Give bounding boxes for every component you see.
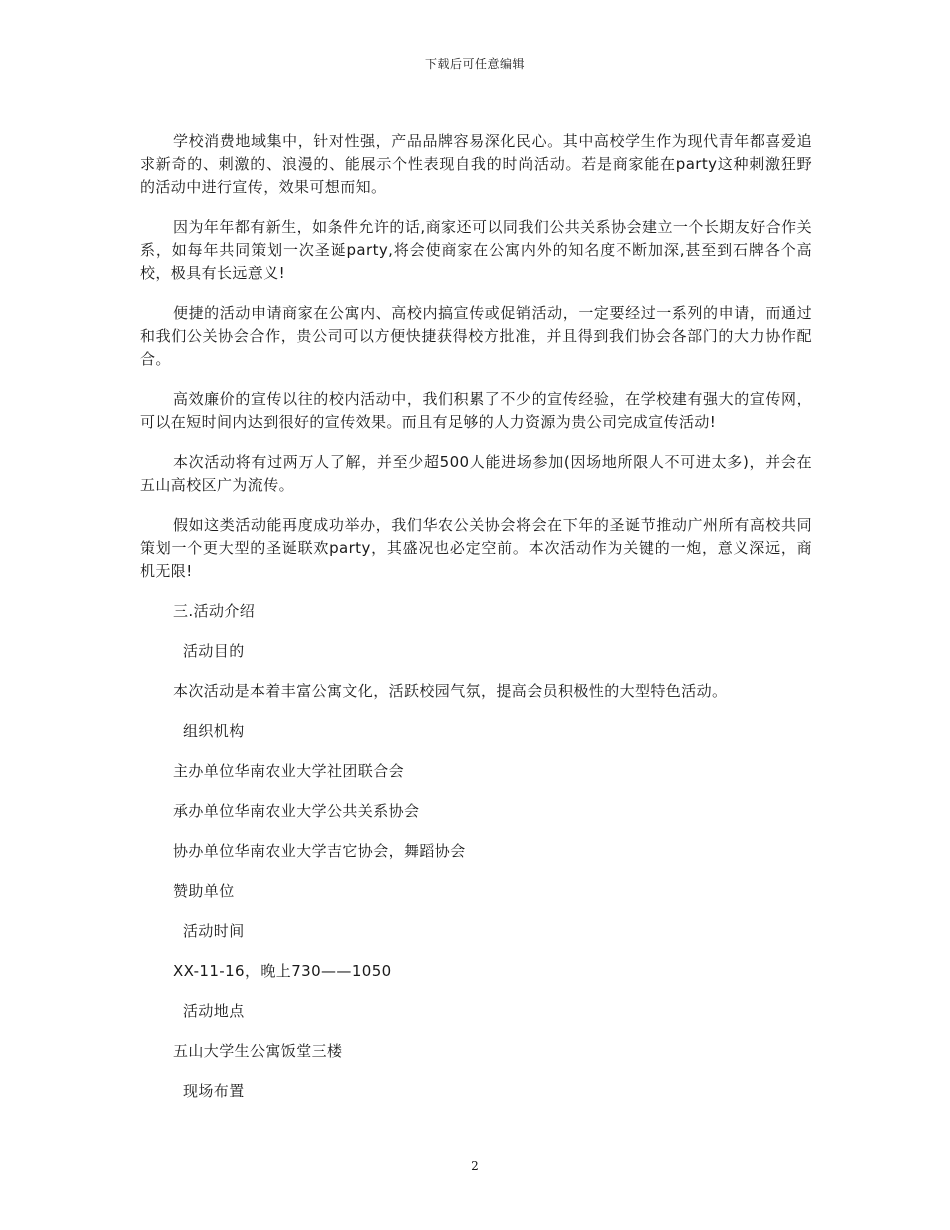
time-label: 活动时间 [183, 922, 245, 940]
co-organizer-unit: 协办单位华南农业大学吉它协会，舞蹈协会 [173, 842, 466, 860]
sponsor-unit: 赞助单位 [173, 882, 235, 900]
paragraph-future-outlook: 假如这类活动能再度成功举办，我们华农公关协会将会在下年的圣诞节推动广州所有高校共同策划一个更大型的圣诞联欢party，其盛况也必定空前。本次活动作为关键的一炮，意义深远，商机无限! [140, 516, 812, 580]
document-body [140, 130, 812, 1103]
paragraph-campus-market: 学校消费地域集中，针对性强，产品品牌容易深化民心。其中高校学生作为现代青年都喜爱追求新奇的、刺激的、浪漫的、能展示个性表现自我的时尚活动。若是商家能在party这种刺激狂野的活动中进行宣传，效果可想而知。 [140, 132, 812, 196]
layout-label: 现场布置 [183, 1082, 245, 1100]
page-number: 2 [471, 1159, 479, 1173]
section-heading: 三.活动介绍 [173, 602, 256, 620]
organizer-unit: 承办单位华南农业大学公共关系协会 [173, 802, 420, 820]
page-header: 下载后可任意编辑 [424, 57, 525, 71]
paragraph-audience-reach: 本次活动将有过两万人了解，并至少超500人能进场参加(因场地所限人不可进太多)，并会在五山高校区广为流传。 [140, 453, 812, 494]
place-label: 活动地点 [183, 1002, 245, 1020]
purpose-label: 活动目的 [183, 642, 245, 660]
purpose-text: 本次活动是本着丰富公寓文化，活跃校园气氛，提高会员积极性的大型特色活动。 [173, 682, 728, 700]
paragraph-long-term-cooperation: 因为年年都有新生，如条件允许的话,商家还可以同我们公共关系协会建立一个长期友好合作关系，如每年共同策划一次圣诞party,将会使商家在公寓内外的知名度不断加深,甚至到石牌各个高校，极具有长远意义! [140, 218, 812, 282]
place-text: 五山大学生公寓饭堂三楼 [173, 1042, 343, 1060]
paragraph-efficient-promotion: 高效廉价的宣传以往的校内活动中，我们积累了不少的宣传经验，在学校建有强大的宣传网，可以在短时间内达到很好的宣传效果。而且有足够的人力资源为贵公司完成宣传活动! [140, 390, 812, 431]
paragraph-convenient-application: 便捷的活动申请商家在公寓内、高校内搞宣传或促销活动，一定要经过一系列的申请，而通过和我们公关协会合作，贵公司可以方便快捷获得校方批准，并且得到我们协会各部门的大力协作配合。 [140, 304, 812, 368]
organization-label: 组织机构 [183, 722, 245, 740]
time-text: XX-11-16，晚上730——1050 [173, 962, 392, 980]
host-unit: 主办单位华南农业大学社团联合会 [173, 762, 405, 780]
